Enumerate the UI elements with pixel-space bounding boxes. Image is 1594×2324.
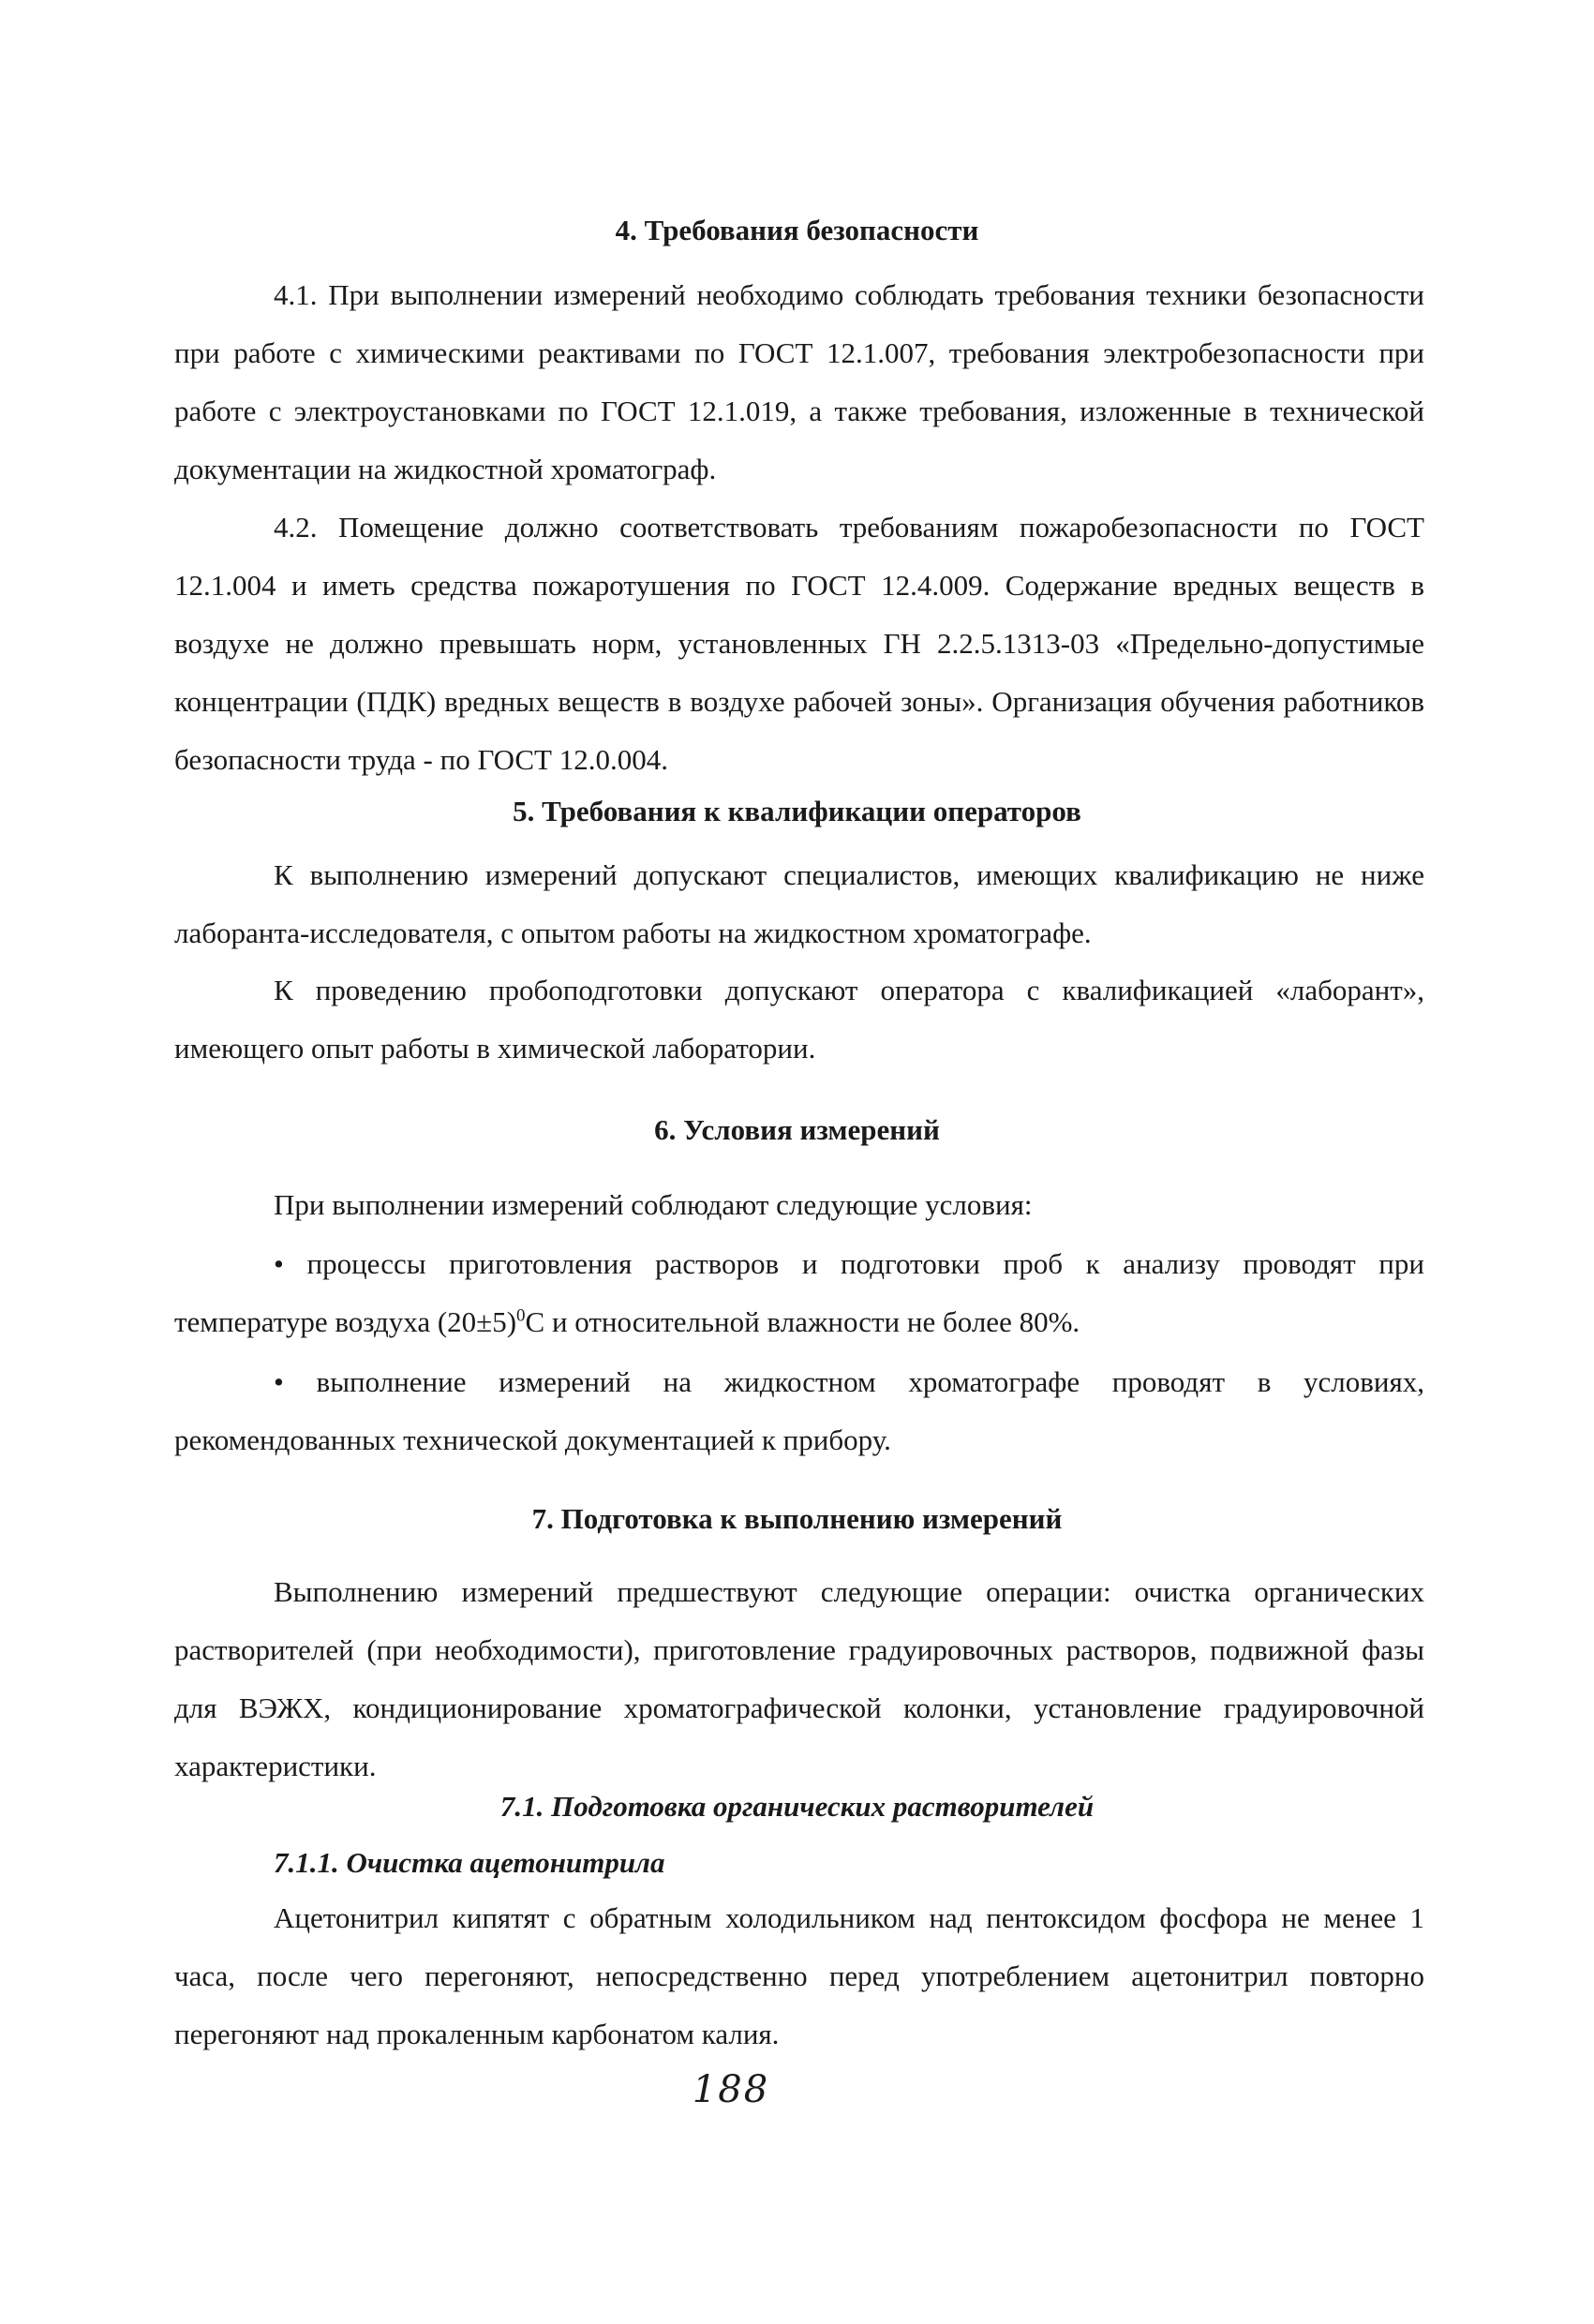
section-6-bullet-1: [174, 1235, 1424, 1351]
section-5-paragraph-1: К выполнению измерений допускают специалистов, имеющих квалификацию не ниже лаборанта-исследователя, с опытом работы на жидкостном хроматографе.: [174, 858, 1424, 949]
section-6-bullet-2: • выполнение измерений на жидкостном хроматографе проводят в условиях, рекомендованных технической документацией к прибору.: [174, 1365, 1424, 1456]
section-4-title: 4. Требования безопасности: [615, 214, 979, 246]
section-5-title: 5. Требования к квалификации операторов: [513, 795, 1081, 827]
page-number: 188: [692, 2068, 770, 2111]
bullet-1-text-b: С и относительной влажности не более 80%.: [525, 1305, 1080, 1338]
section-4-paragraph-1: 4.1. При выполнении измерений необходимо соблюдать требования техники безопасности при работе с химическими реактивами по ГОСТ 12.1.007, требования электробезопасности при работе с электроустановками по ГОСТ 12.1.019, а также требования, изложенные в технической документации на жидкостной хроматограф.: [174, 278, 1424, 485]
section-7-1-title: 7.1. Подготовка органических растворителей: [499, 1790, 1095, 1823]
degree-superscript: 0: [516, 1305, 526, 1326]
section-7-paragraph-2: Ацетонитрил кипятят с обратным холодильником над пентоксидом фосфора не менее 1 часа, после чего перегоняют, непосредственно перед употреблением ацетонитрил повторно перегоняют над прокаленным карбонатом калия.: [174, 1901, 1424, 2050]
section-5-paragraph-2: К проведению пробоподготовки допускают оператора с квалификацией «лаборант», имеющего опыт работы в химической лаборатории.: [174, 974, 1424, 1065]
section-7-1-1-title: 7.1.1. Очистка ацетонитрила: [274, 1846, 665, 1879]
section-7-title: 7. Подготовка к выполнению измерений: [531, 1502, 1063, 1535]
section-4-paragraph-2: 4.2. Помещение должно соответствовать требованиям пожаробезопасности по ГОСТ 12.1.004 и иметь средства пожаротушения по ГОСТ 12.4.009. Содержание вредных веществ в воздухе не должно превышать норм, установленных ГН 2.2.5.1313-03 «Предельно-допустимые концентрации (ПДК) вредных веществ в воздухе рабочей зоны». Организация обучения работников безопасности труда - по ГОСТ 12.0.004.: [174, 511, 1424, 776]
section-7-paragraph-1: Выполнению измерений предшествуют следующие операции: очистка органических растворителей (при необходимости), приготовление градуировочных растворов, подвижной фазы для ВЭЖХ, кондиционирование хроматографической колонки, установление градуировочной характеристики.: [174, 1575, 1424, 1782]
section-6-title: 6. Условия измерений: [654, 1113, 940, 1146]
bullet-1-text-a: • процессы приготовления растворов и подготовки проб к анализу проводят при температуре воздуха (20±5): [174, 1247, 1424, 1338]
section-6-paragraph-1: При выполнении измерений соблюдают следующие условия:: [274, 1188, 1033, 1221]
